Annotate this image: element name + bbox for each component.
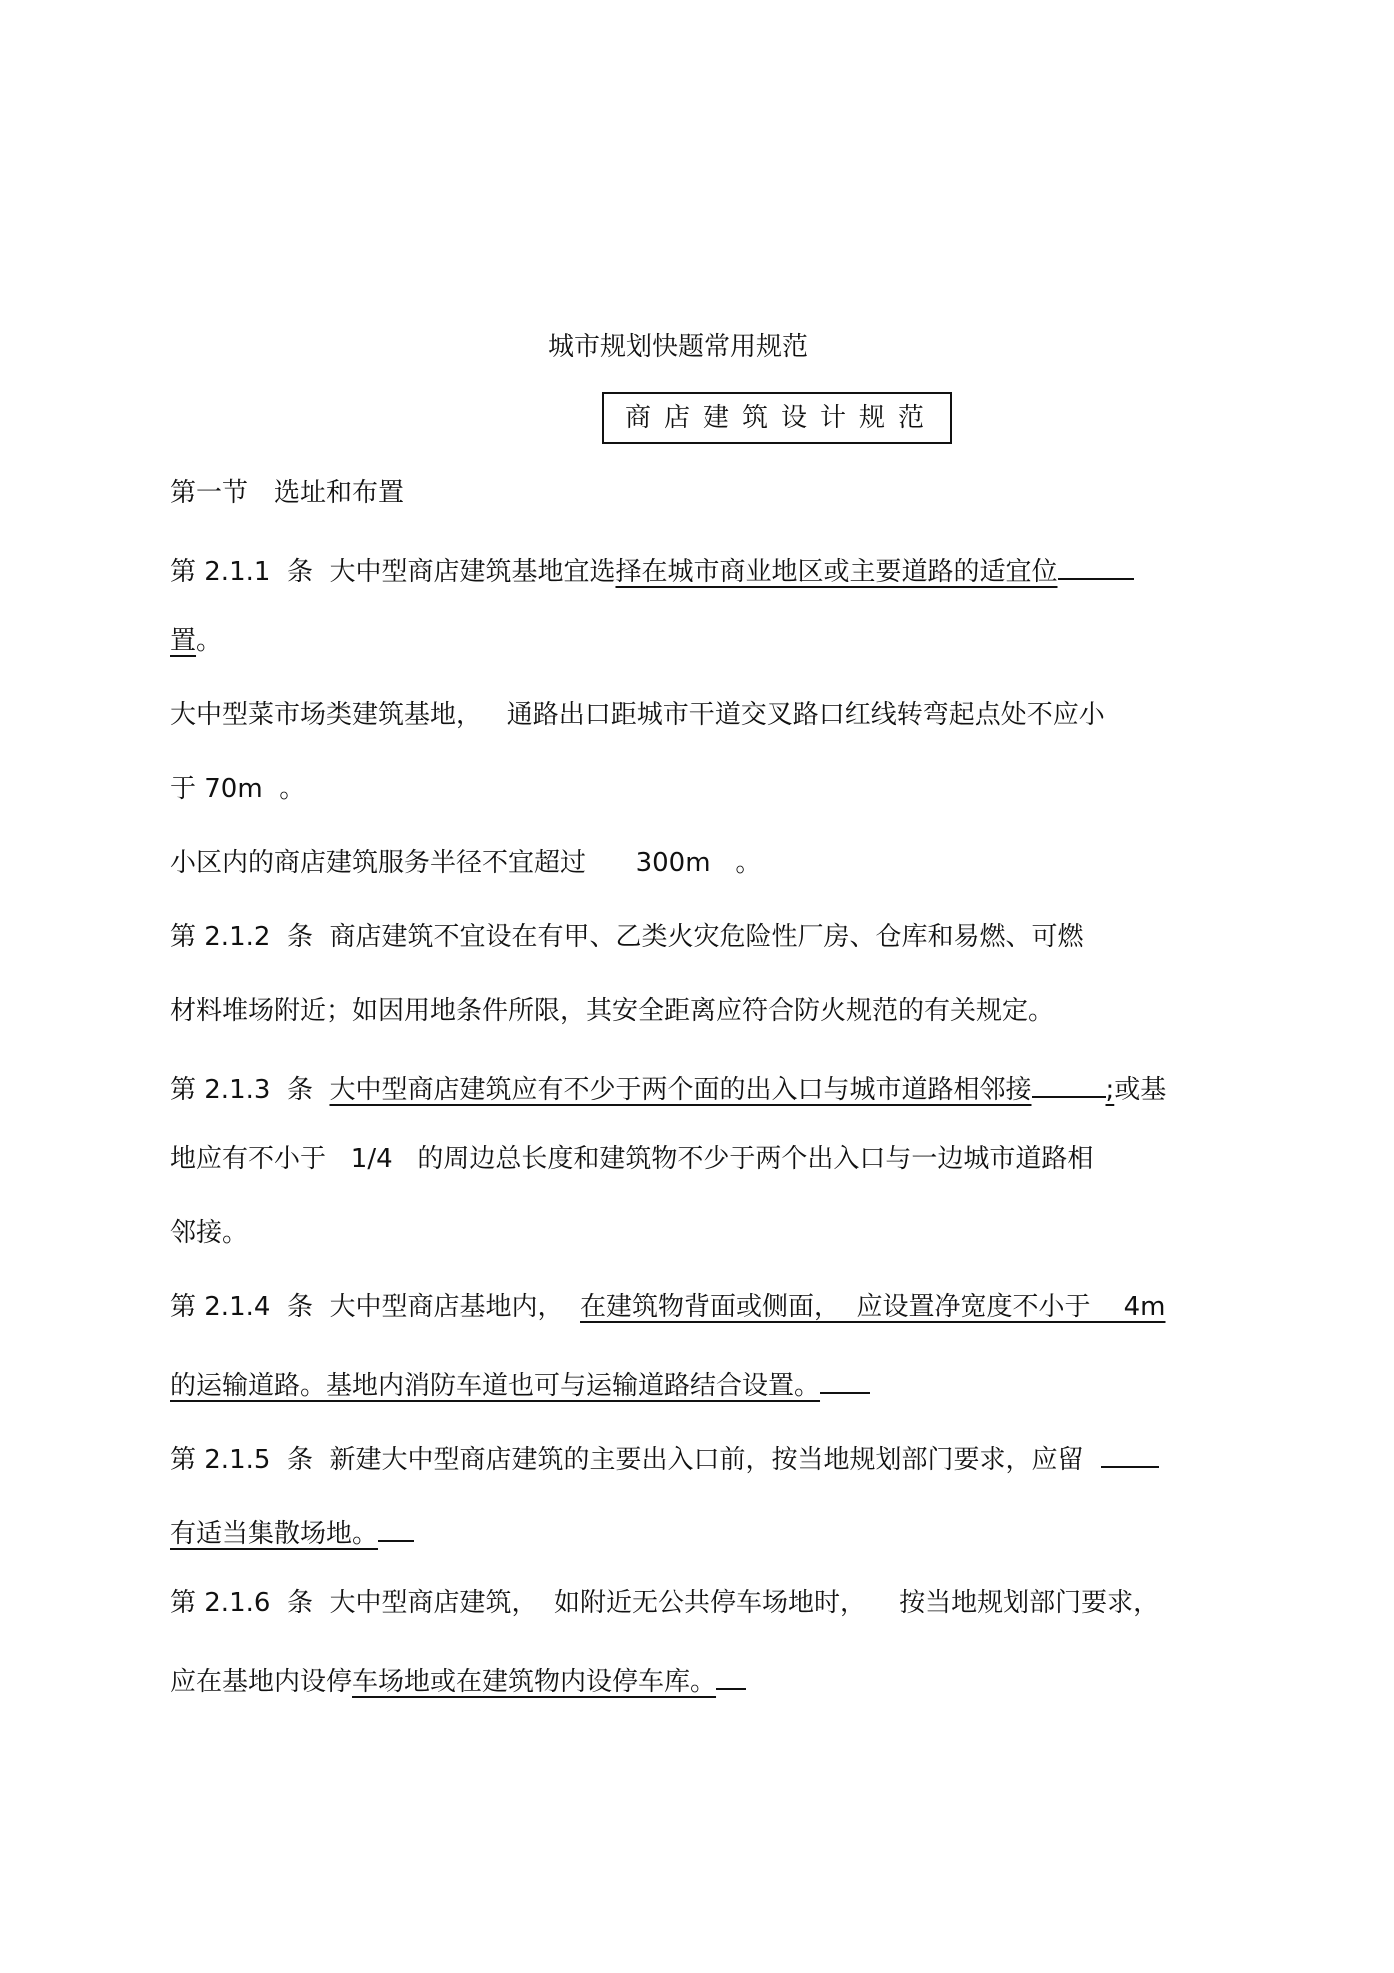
fill-blank — [1058, 550, 1134, 580]
fill-blank — [1101, 1438, 1159, 1468]
underlined-text: 有适当集散场地。 — [170, 1519, 379, 1549]
paragraph-line: 第 2.1.3 条 大中型商店建筑应有不少于两个面的出入口与城市道路相邻接 ;或基 — [170, 1068, 1166, 1107]
fill-blank — [378, 1512, 414, 1542]
paragraph-line: 第 2.1.5 条 新建大中型商店建筑的主要出入口前，按当地规划部门要求，应留 — [170, 1438, 1159, 1477]
chapter-heading: 第一节 选址和布置 — [170, 478, 405, 508]
fill-blank — [1032, 1068, 1106, 1098]
fill-blank — [716, 1660, 746, 1690]
paragraph-line: 置。 — [170, 626, 223, 656]
fill-blank — [820, 1364, 870, 1394]
paragraph-line: 应在基地内设停车场地或在建筑物内设停车库。 — [170, 1660, 746, 1699]
paragraph-line: 地应有不小于 1/4 的周边总长度和建筑物不少于两个出入口与一边城市道路相 — [170, 1144, 1094, 1174]
paragraph-line: 材料堆场附近；如因用地条件所限，其安全距离应符合防火规范的有关规定。 — [170, 996, 1055, 1026]
underlined-text: 车场地或在建筑物内设停车库。 — [352, 1667, 717, 1697]
underlined-text: 的运输道路。基地内消防车道也可与运输道路结合设置。 — [170, 1371, 821, 1401]
paragraph-line: 第 2.1.4 条 大中型商店基地内， 在建筑物背面或侧面， 应设置净宽度不小于 4m — [170, 1292, 1166, 1322]
paragraph-line: 第 2.1.2 条 商店建筑不宜设在有甲、乙类火灾危险性厂房、仓库和易燃、可燃 — [170, 922, 1084, 952]
paragraph-line: 第 2.1.6 条 大中型商店建筑， 如附近无公共停车场地时， 按当地规划部门要求， — [170, 1588, 1160, 1618]
underlined-text: 大中型商店建筑应有不少于两个面的出入口与城市道路相邻接 — [329, 1075, 1032, 1105]
underlined-text: 择在城市商业地区或主要道路的适宜位 — [615, 557, 1058, 587]
section-heading-box: 商店建筑设计规范 — [602, 392, 952, 444]
paragraph-line: 于 70m 。 — [170, 774, 306, 804]
paragraph-line: 小区内的商店建筑服务半径不宜超过 300m 。 — [170, 848, 762, 878]
paragraph-line: 大中型菜市场类建筑基地， 通路出口距城市干道交叉路口红线转弯起点处不应小 — [170, 700, 1105, 730]
paragraph-line — [170, 1364, 870, 1403]
underlined-text: 置 — [170, 626, 197, 656]
paragraph-line: 邻接。 — [170, 1218, 249, 1248]
document-title: 城市规划快题常用规范 — [548, 332, 809, 362]
underlined-text: 在建筑物背面或侧面， 应设置净宽度不小于 4m — [580, 1292, 1166, 1322]
paragraph-line — [170, 1512, 414, 1551]
paragraph-line: 第 2.1.1 条 大中型商店建筑基地宜选择在城市商业地区或主要道路的适宜位 — [170, 550, 1134, 589]
